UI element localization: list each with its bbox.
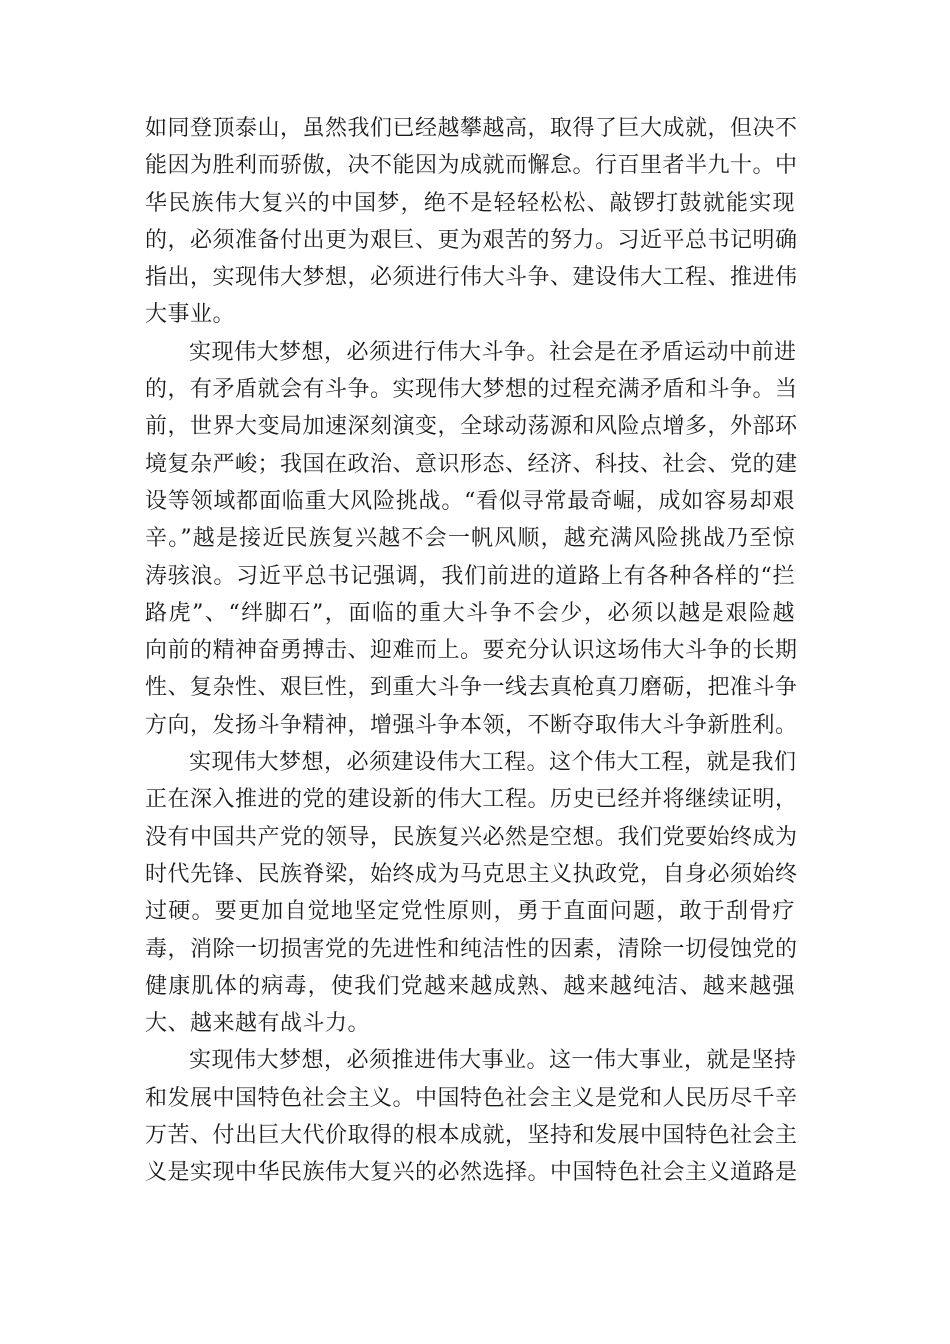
document-body	[145, 110, 798, 1192]
text-line: 过硬。要更加自觉地坚定党性原则，勇于直面问题，敢于刮骨疗	[145, 899, 795, 925]
text-line: 没有中国共产党的领导，民族复兴必然是空想。我们党要始终成为	[145, 824, 798, 850]
text-line: 境复杂严峻；我国在政治、意识形态、经济、科技、社会、党的建	[145, 451, 798, 477]
text-line: 实现伟大梦想，必须推进伟大事业。这一伟大事业，就是坚持	[189, 1048, 797, 1074]
text-line: 向前的精神奋勇搏击、迎难而上。要充分认识这场伟大斗争的长期	[145, 638, 798, 664]
paragraph-2	[145, 334, 798, 744]
text-line: 和发展中国特色社会主义。中国特色社会主义是党和人民历尽千辛	[145, 1085, 798, 1111]
text-line: 大事业。	[145, 302, 236, 328]
text-line: 涛骇浪。习近平总书记强调，我们前进的道路上有各种各样的“拦	[145, 563, 795, 589]
text-line: 实现伟大梦想，必须进行伟大斗争。社会是在矛盾运动中前进	[189, 339, 797, 365]
text-line: 能因为胜利而骄傲，决不能因为成就而懈怠。行百里者半九十。中	[145, 153, 798, 179]
paragraph-4	[145, 1042, 798, 1191]
text-line: 实现伟大梦想，必须建设伟大工程。这个伟大工程，就是我们	[189, 750, 797, 776]
text-line: 时代先锋、民族脊梁，始终成为马克思主义执政党，自身必须始终	[145, 861, 798, 887]
text-line: 指出，实现伟大梦想，必须进行伟大斗争、建设伟大工程、推进伟	[145, 265, 798, 291]
text-line: 的，必须准备付出更为艰巨、更为艰苦的努力。习近平总书记明确	[145, 227, 798, 253]
text-line: 义是实现中华民族伟大复兴的必然选择。中国特色社会主义道路是	[145, 1160, 798, 1186]
text-line: 的，有矛盾就会有斗争。实现伟大梦想的过程充满矛盾和斗争。当	[145, 377, 798, 403]
text-line: 华民族伟大复兴的中国梦，绝不是轻轻松松、敲锣打鼓就能实现	[145, 190, 795, 216]
text-line: 前，世界大变局加速深刻演变，全球动荡源和风险点增多，外部环	[145, 414, 798, 440]
paragraph-3	[145, 744, 798, 1042]
text-line: 万苦、付出巨大代价取得的根本成就，坚持和发展中国特色社会主	[145, 1123, 798, 1149]
text-line: 辛。”越是接近民族复兴越不会一帆风顺，越充满风险挑战乃至惊	[145, 526, 795, 552]
text-line: 设等领域都面临重大风险挑战。“看似寻常最奇崛，成如容易却艰	[145, 488, 795, 514]
text-line: 毒，消除一切损害党的先进性和纯洁性的因素，清除一切侵蚀党的	[145, 936, 798, 962]
text-line: 性、复杂性、艰巨性，到重大斗争一线去真枪真刀磨砺，把准斗争	[145, 675, 798, 701]
text-line: 方向，发扬斗争精神，增强斗争本领，不断夺取伟大斗争新胜利。	[145, 712, 798, 738]
text-line: 大、越来越有战斗力。	[145, 1011, 371, 1037]
text-line: 健康肌体的病毒，使我们党越来越成熟、越来越纯洁、越来越强	[145, 973, 795, 999]
text-line: 路虎”、“绊脚石”，面临的重大斗争不会少，必须以越是艰险越	[145, 600, 795, 626]
paragraph-1	[145, 110, 798, 334]
text-line: 正在深入推进的党的建设新的伟大工程。历史已经并将继续证明，	[145, 787, 798, 813]
text-line: 如同登顶泰山，虽然我们已经越攀越高，取得了巨大成就，但决不	[145, 116, 798, 141]
